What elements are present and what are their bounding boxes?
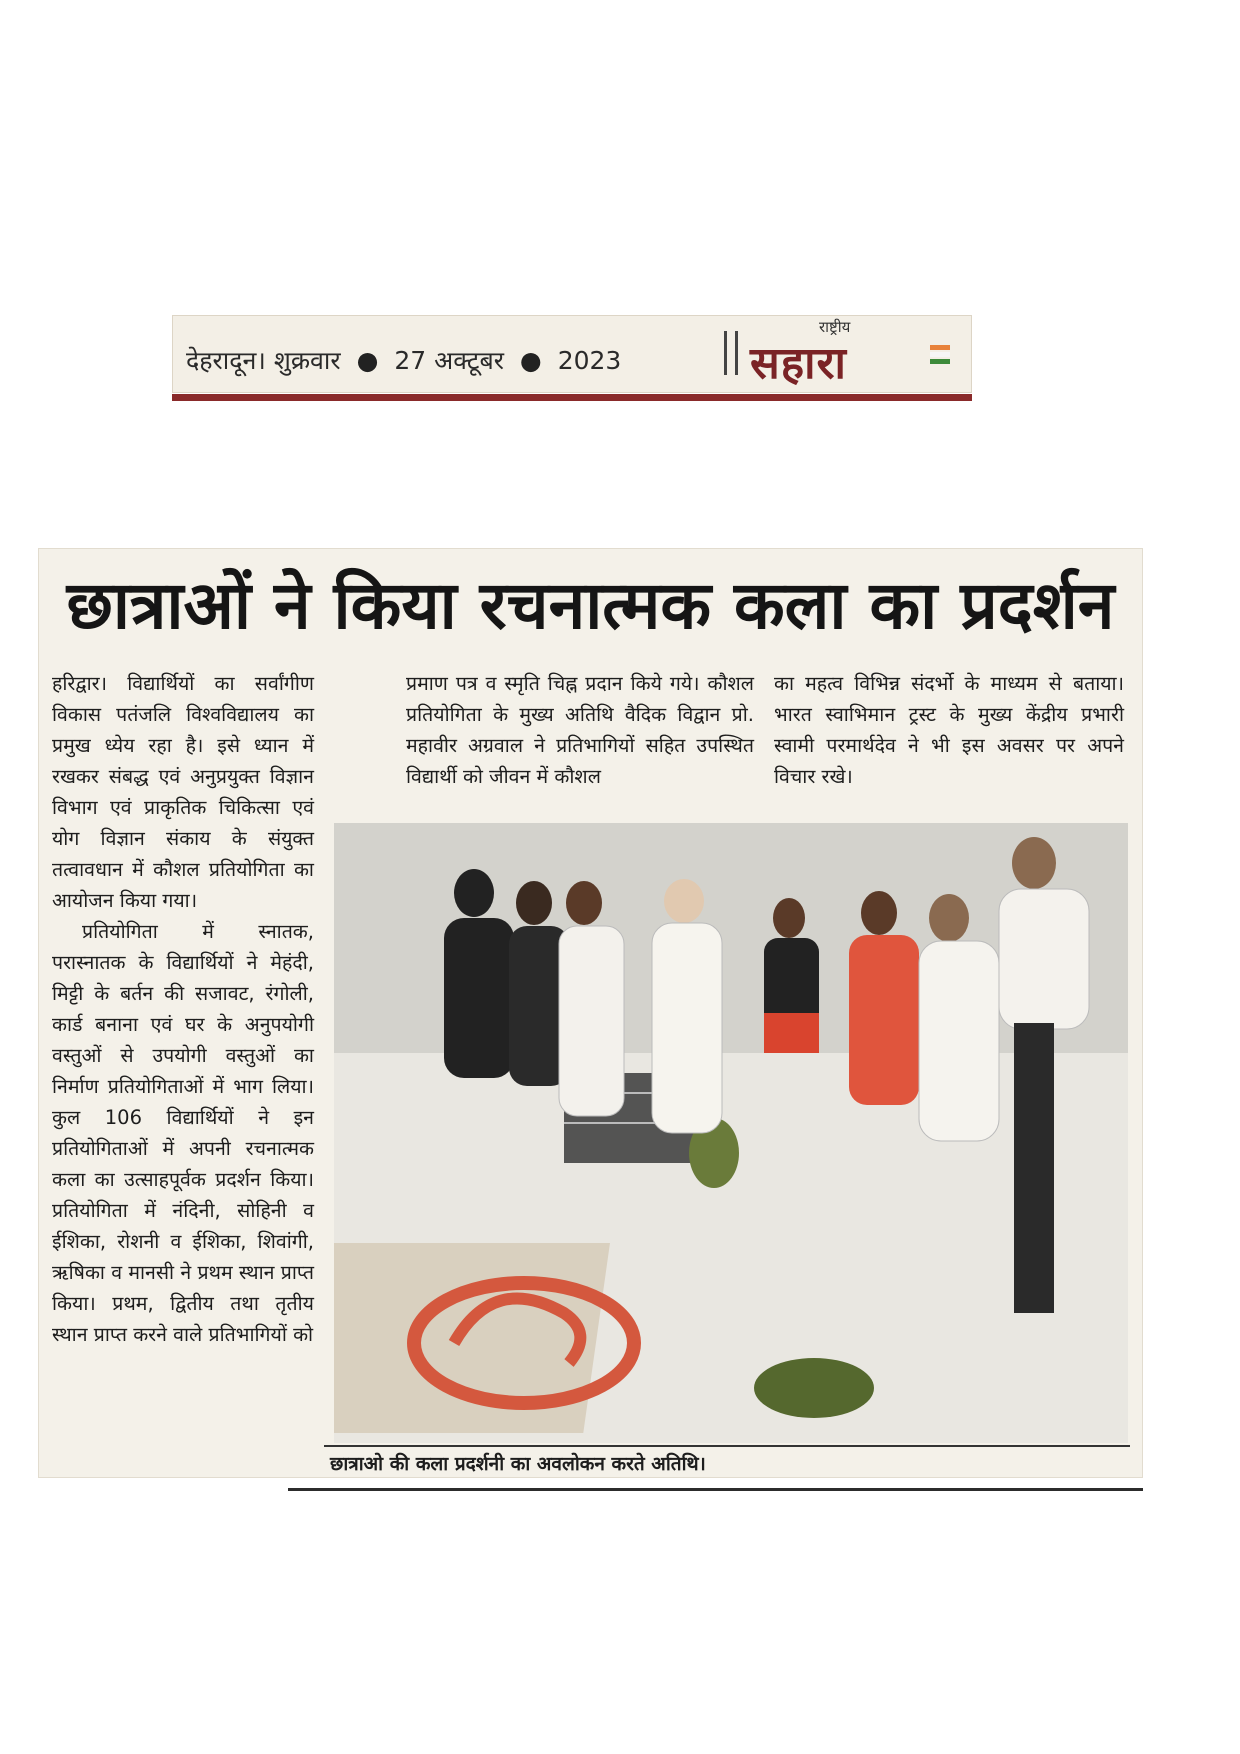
article-column-3 <box>774 668 1124 792</box>
article-column-2 <box>406 668 754 792</box>
clipping-bottom-rule <box>288 1488 1143 1491</box>
photo-illustration <box>334 823 1128 1443</box>
masthead-rule <box>172 394 972 401</box>
logo-subtitle: राष्ट्रीय <box>819 318 851 336</box>
photo-caption: छात्राओ की कला प्रदर्शनी का अवलोकन करते अतिथि। <box>330 1453 706 1475</box>
paragraph: प्रतियोगिता में स्नातक, परास्नातक के विद्यार्थियों ने मेहंदी, मिट्टी के बर्तन की सजावट, रंगोली, कार्ड बनाना एवं घर के अनुपयोगी वस्तुओं से उपयोगी वस्तुओं का निर्माण प्रतियोगिताओं में भाग लिया। कुल 106 विद्यार्थियों ने इन प्रतियोगिताओं में अपनी रचनात्मक कला का उत्साहपूर्वक प्रदर्शन किया। प्रतियोगिता में नंदिनी, सोहिनी व ईशिका, रोशनी व ईशिका, शिवांगी, ऋषिका व मानसी ने प्रथम स्थान प्राप्त किया। प्रथम, द्वितीय तथा तृतीय स्थान प्राप्त करने वाले प्रतिभागियों को <box>52 920 314 1346</box>
news-clipping <box>38 548 1143 1478</box>
article-headline: छात्राओं ने किया रचनात्मक कला का प्रदर्शन <box>66 567 1115 644</box>
bullet-icon: ● <box>519 346 542 375</box>
logo-title: सहारा <box>750 338 847 389</box>
dateline <box>186 343 621 377</box>
event-photo <box>334 823 1128 1443</box>
paragraph: हरिद्वार। विद्यार्थियों का सर्वांगीण विकास पतंजलि विश्वविद्यालय का प्रमुख ध्येय रहा है। इसे ध्यान में रखकर संबद्ध एवं अनुप्रयुक्त विज्ञान विभाग एवं प्राकृतिक चिकित्सा एवं योग विज्ञान संकाय के संयुक्त तत्वावधान में कौशल प्रतियोगिता का आयोजन किया गया। <box>52 672 314 912</box>
article-column-1 <box>52 668 314 1350</box>
newspaper-masthead <box>172 315 972 393</box>
bullet-icon: ● <box>356 346 379 375</box>
paragraph: प्रमाण पत्र व स्मृति चिह्न प्रदान किये गये। कौशल प्रतियोगिता के मुख्य अतिथि वैदिक विद्वान प्रो. महावीर अग्रवाल ने प्रतिभागियों सहित उपस्थित विद्यार्थी को जीवन में कौशल <box>406 672 754 788</box>
dateline-date: 27 अक्टूबर <box>394 346 504 375</box>
logo-divider-icon <box>724 331 738 375</box>
caption-divider <box>324 1445 1130 1447</box>
flag-stripes-icon <box>930 345 950 363</box>
dateline-year: 2023 <box>557 346 622 375</box>
newspaper-logo <box>724 318 954 389</box>
paragraph: का महत्व विभिन्न संदर्भो के माध्यम से बताया। भारत स्वाभिमान ट्रस्ट के मुख्य केंद्रीय प्रभारी स्वामी परमार्थदेव ने भी इस अवसर पर अपने विचार रखे। <box>774 672 1124 788</box>
dateline-city-day: देहरादून। शुक्रवार <box>186 346 341 375</box>
